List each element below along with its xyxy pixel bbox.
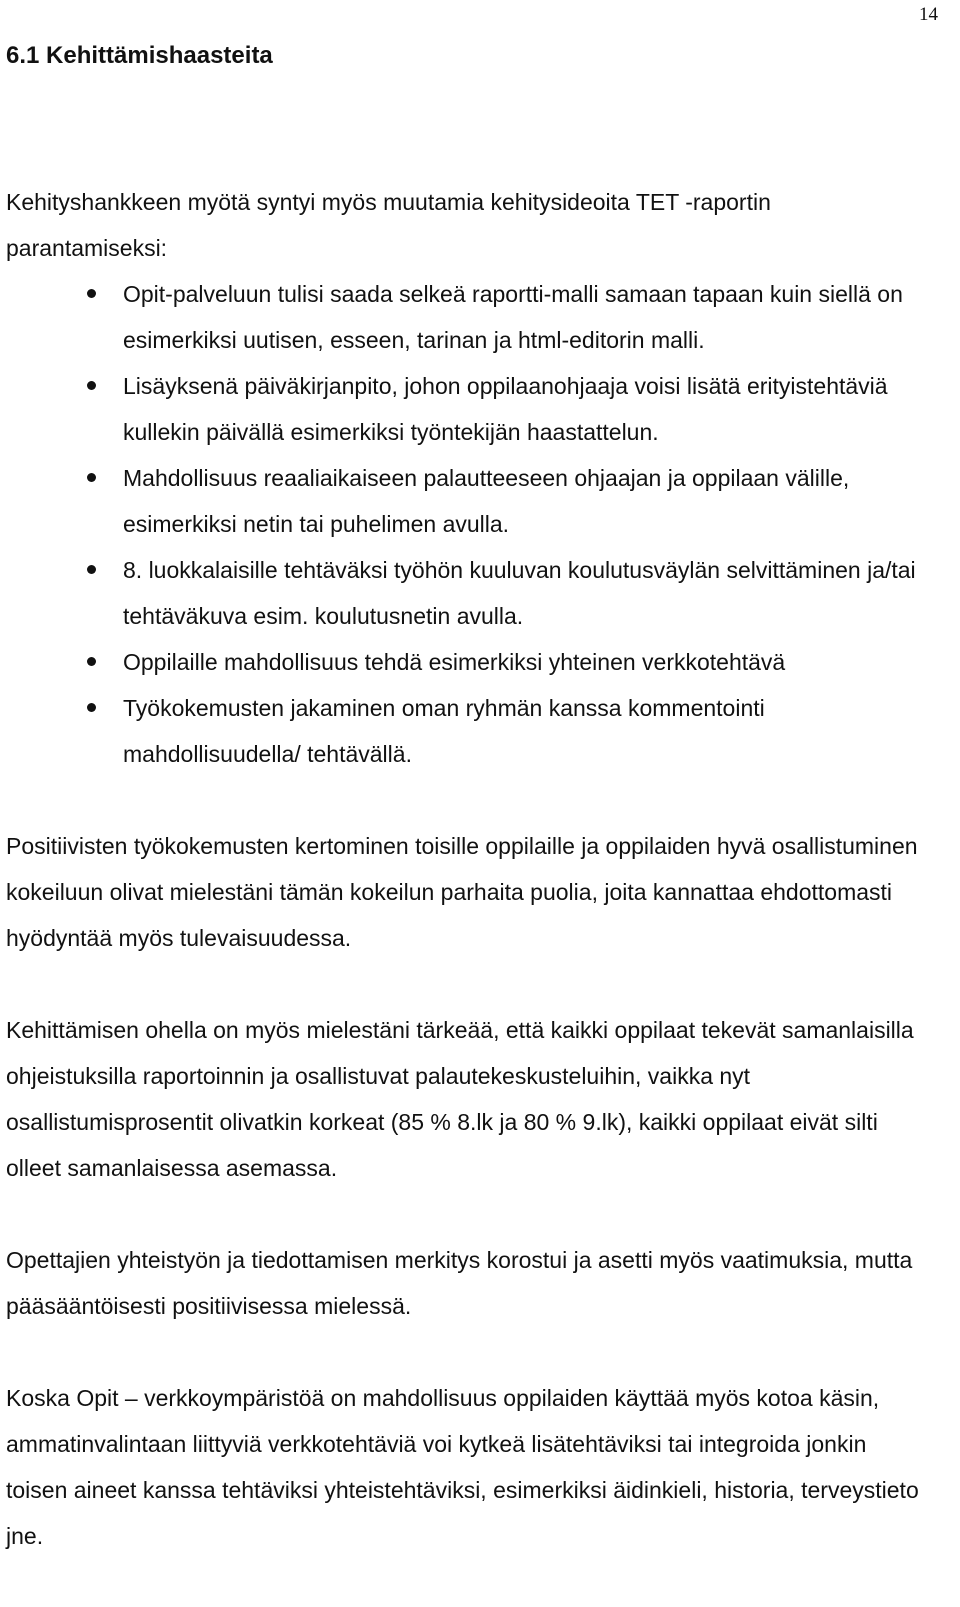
list-item-text: Opit-palveluun tulisi saada selkeä raportti-malli samaan tapaan kuin siellä on esimerkiksi uutisen, esseen, tarinan ja html-editorin malli. [123,281,903,353]
list-item [6,455,928,547]
bullet-icon [87,381,96,390]
bullet-icon [87,565,96,574]
list-item-text: Työkokemusten jakaminen oman ryhmän kanssa kommentointi mahdollisuudella/ tehtävällä. [123,695,765,767]
intro-paragraph: Kehityshankkeen myötä syntyi myös muutamia kehitysideoita TET -raportin parantamiseksi: [6,189,771,261]
bullet-icon [87,657,96,666]
list-item [6,685,928,777]
list-item [6,271,928,363]
idea-list [6,271,928,777]
list-item-text: Oppilaille mahdollisuus tehdä esimerkiksi yhteinen verkkotehtävä [123,649,786,675]
body-paragraph: Opettajien yhteistyön ja tiedottamisen merkitys korostui ja asetti myös vaatimuksia, mutta pääsääntöisesti positiivisessa mielessä. [6,1247,913,1319]
list-item-text: 8. luokkalaisille tehtäväksi työhön kuuluvan koulutusväylän selvittäminen ja/tai tehtäväkuva esim. koulutusnetin avulla. [123,557,916,629]
section-heading: 6.1 Kehittämishaasteita [6,42,273,69]
list-item [6,547,928,639]
list-item [6,639,928,685]
list-item-text: Lisäyksenä päiväkirjanpito, johon oppilaanohjaaja voisi lisätä erityistehtäviä kullekin päivällä esimerkiksi työntekijän haastattelun. [123,373,888,445]
document-body [6,179,928,1559]
body-paragraph: Positiivisten työkokemusten kertominen toisille oppilaille ja oppilaiden hyvä osallistuminen kokeiluun olivat mielestäni tämän kokeilun parhaita puolia, joita kannattaa ehdottomasti hyödyntää myös tulevaisuudessa. [6,833,918,951]
list-item [6,363,928,455]
page-number: 14 [919,4,938,25]
list-item-text: Mahdollisuus reaaliaikaiseen palautteeseen ohjaajan ja oppilaan välille, esimerkiksi netin tai puhelimen avulla. [123,465,850,537]
bullet-icon [87,703,96,712]
body-paragraph: Koska Opit – verkkoympäristöä on mahdollisuus oppilaiden käyttää myös kotoa käsin, ammatinvalintaan liittyviä verkkotehtäviä voi kytkeä lisätehtäviksi tai integroida jonkin toisen aineet kanssa tehtäviksi yhteistehtäviksi, esimerkiksi äidinkieli, historia, terveystieto jne. [6,1385,919,1549]
body-paragraph: Kehittämisen ohella on myös mielestäni tärkeää, että kaikki oppilaat tekevät samanlaisilla ohjeistuksilla raportoinnin ja osallistuvat palautekeskusteluihin, vaikka nyt osallistumisprosentit olivatkin korkeat (85 % 8.lk ja 80 % 9.lk), kaikki oppilaat eivät silti olleet samanlaisessa asemassa. [6,1017,914,1181]
bullet-icon [87,289,96,298]
bullet-icon [87,473,96,482]
